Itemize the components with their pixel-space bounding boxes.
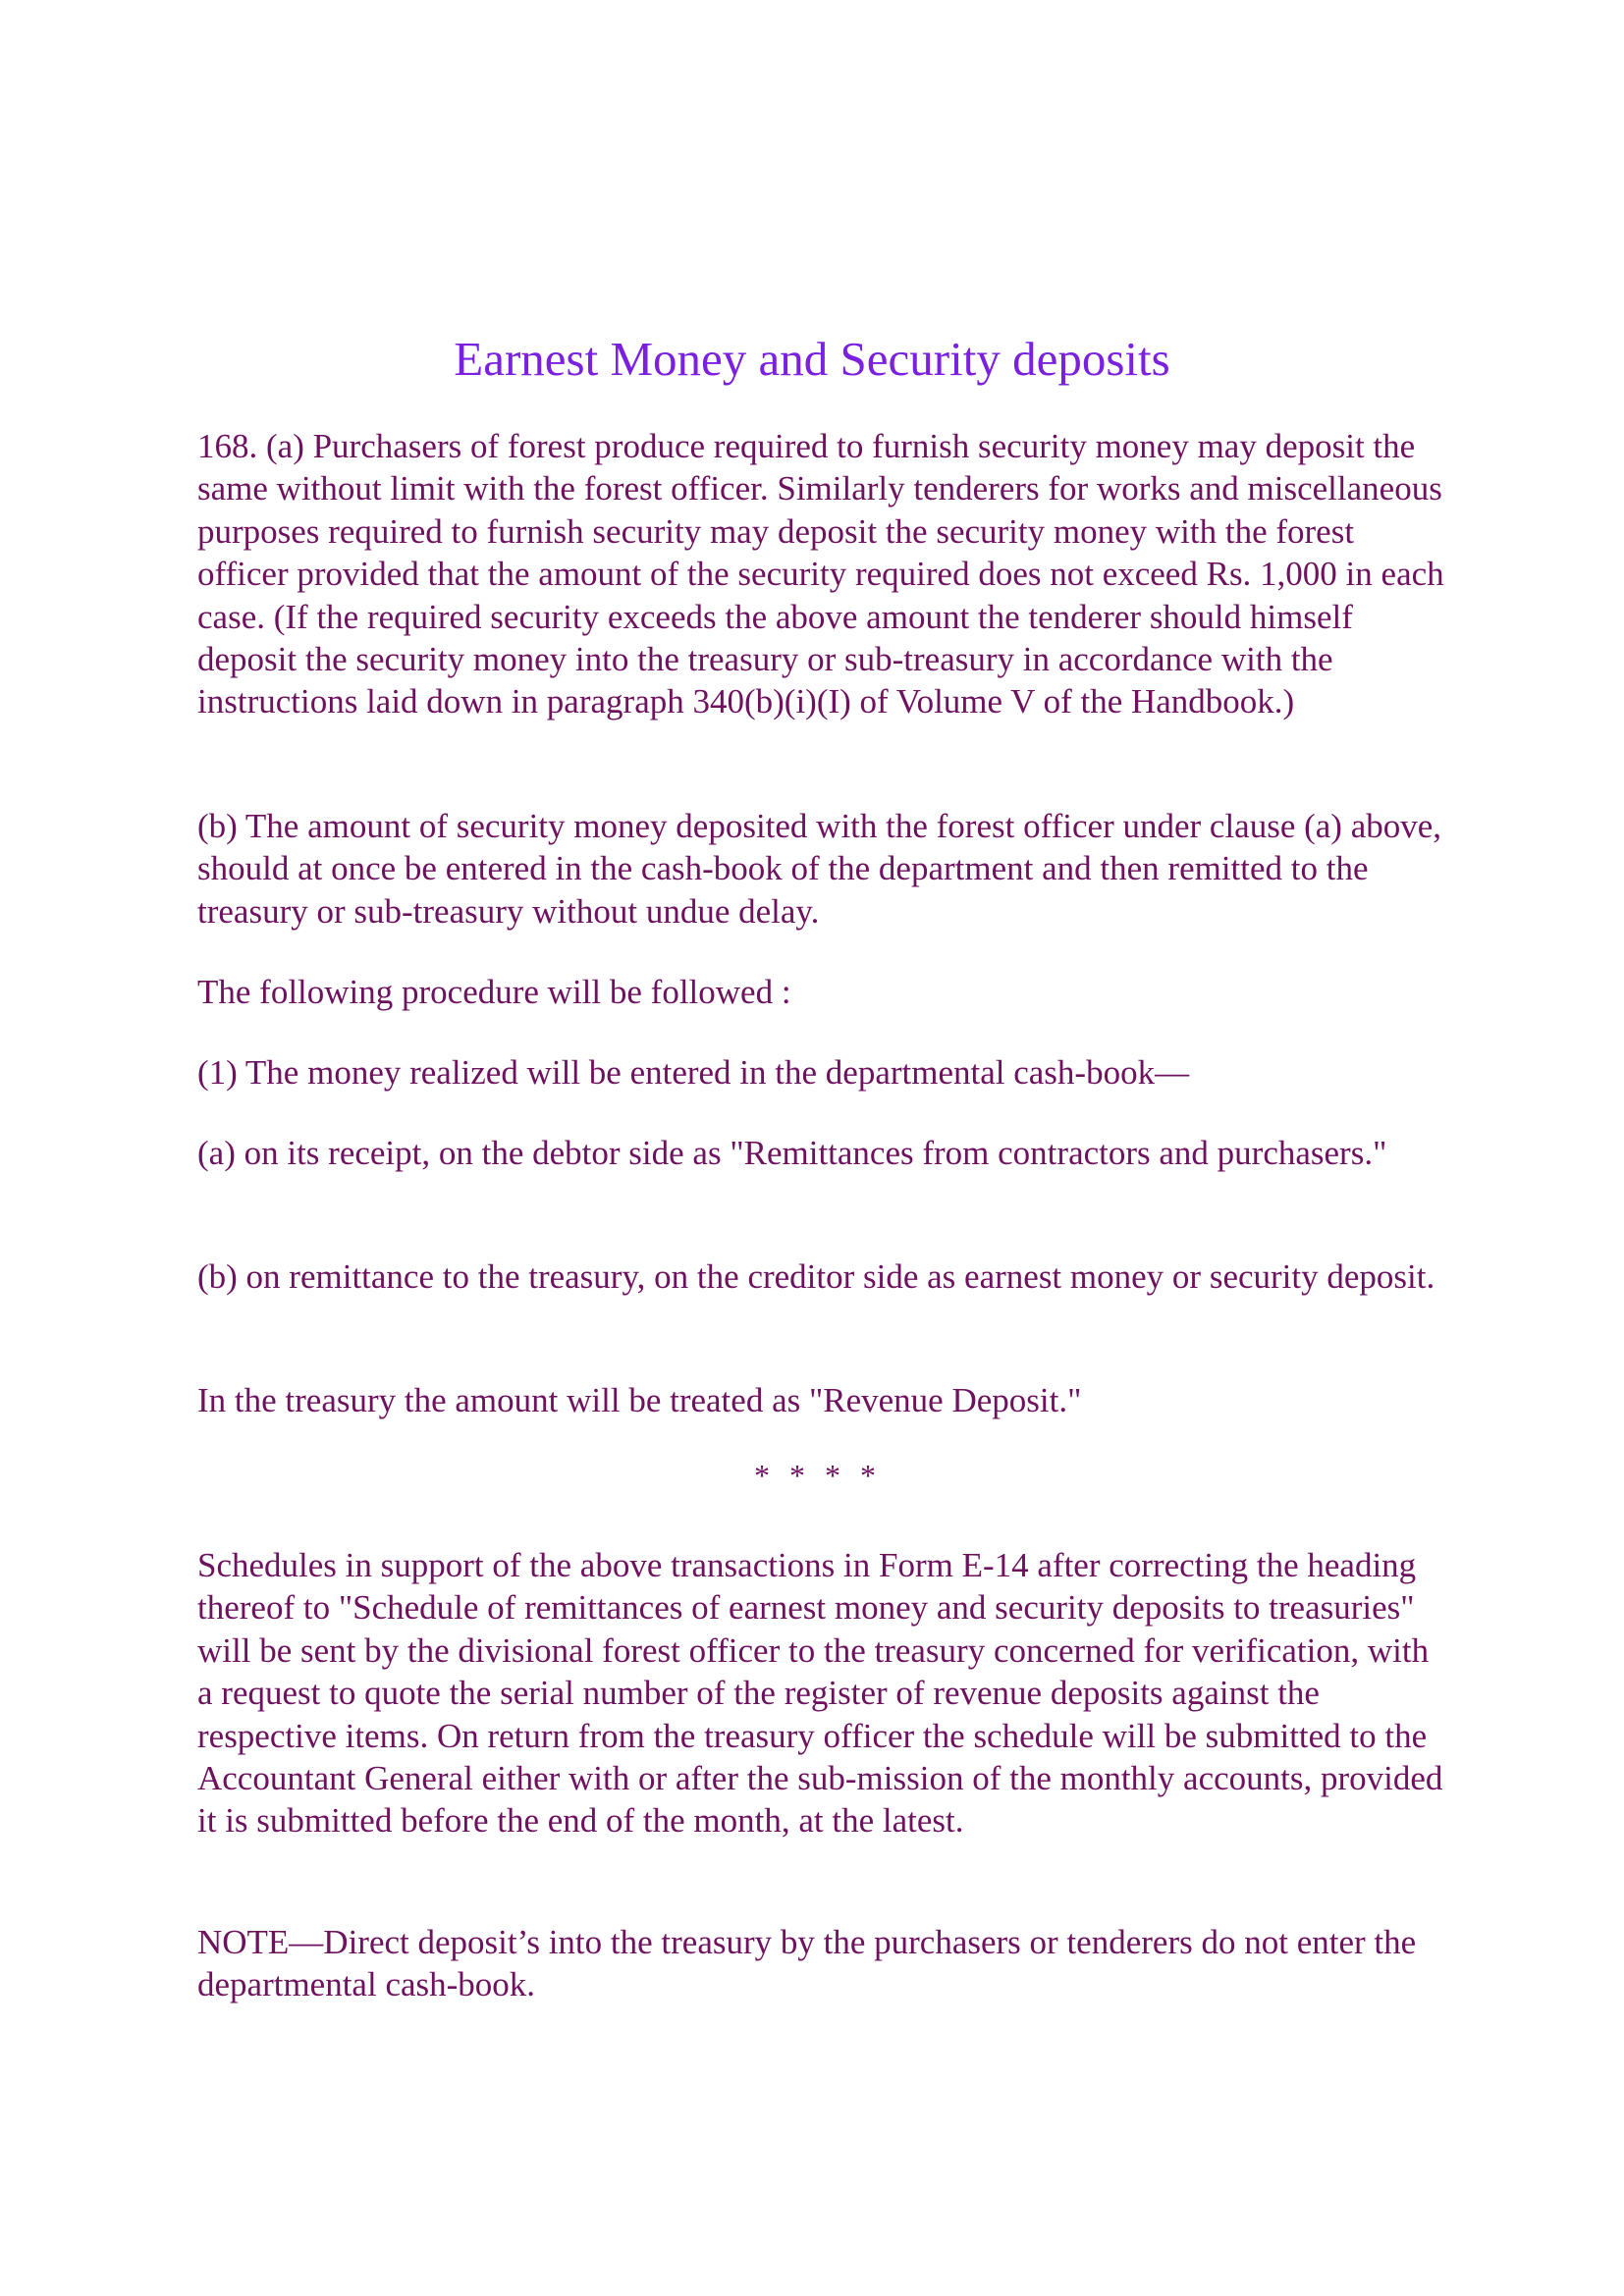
procedure-intro: The following procedure will be followed : xyxy=(197,973,791,1011)
document-title: Earnest Money and Security deposits xyxy=(454,332,1170,386)
procedure-step-1: (1) The money realized will be entered in the departmental cash-book— xyxy=(197,1053,1190,1092)
treasury-treatment: In the treasury the amount will be treated as "Revenue Deposit." xyxy=(197,1381,1082,1419)
procedure-step-1a: (a) on its receipt, on the debtor side as "Remittances from contractors and purchasers." xyxy=(197,1134,1387,1172)
paragraph-168a: 168. (a) Purchasers of forest produce required to furnish security money may deposit the same without limit with the forest officer. Similarly tenderers for works and miscellaneous purposes required to furnish security may deposit the security money with the forest officer provided that the amount of the security required does not exceed Rs. 1,000 in each case. (If the required security exceeds the above amount the tenderer should himself deposit the security money into the treasury or sub-treasury in accordance with the instructions laid down in paragraph 340(b)(i)(I) of Volume V of the Handbook.) xyxy=(197,427,1444,721)
procedure-step-1b: (b) on remittance to the treasury, on the creditor side as earnest money or security deposit. xyxy=(197,1257,1435,1296)
note-paragraph: NOTE—Direct deposit’s into the treasury by the purchasers or tenderers do not enter the departmental cash-book. xyxy=(197,1923,1417,2004)
section-separator: * * * * xyxy=(754,1458,882,1493)
paragraph-168b: (b) The amount of security money deposited with the forest officer under clause (a) above, should at once be entered in the cash-book of the department and then remitted to the treasury or sub-treasury without undue delay. xyxy=(197,807,1442,931)
schedules-paragraph: Schedules in support of the above transactions in Form E-14 after correcting the heading thereof to "Schedule of remittances of earnest money and security deposits to treasuries" will be sent by the divisional forest officer to the treasury concerned for verification, with a request to quote the serial number of the register of revenue deposits against the respective items. On return from the treasury officer the schedule will be submitted to the Accountant General either with or after the sub-mission of the monthly accounts, provided it is submitted before the end of the month, at the latest. xyxy=(197,1546,1443,1841)
